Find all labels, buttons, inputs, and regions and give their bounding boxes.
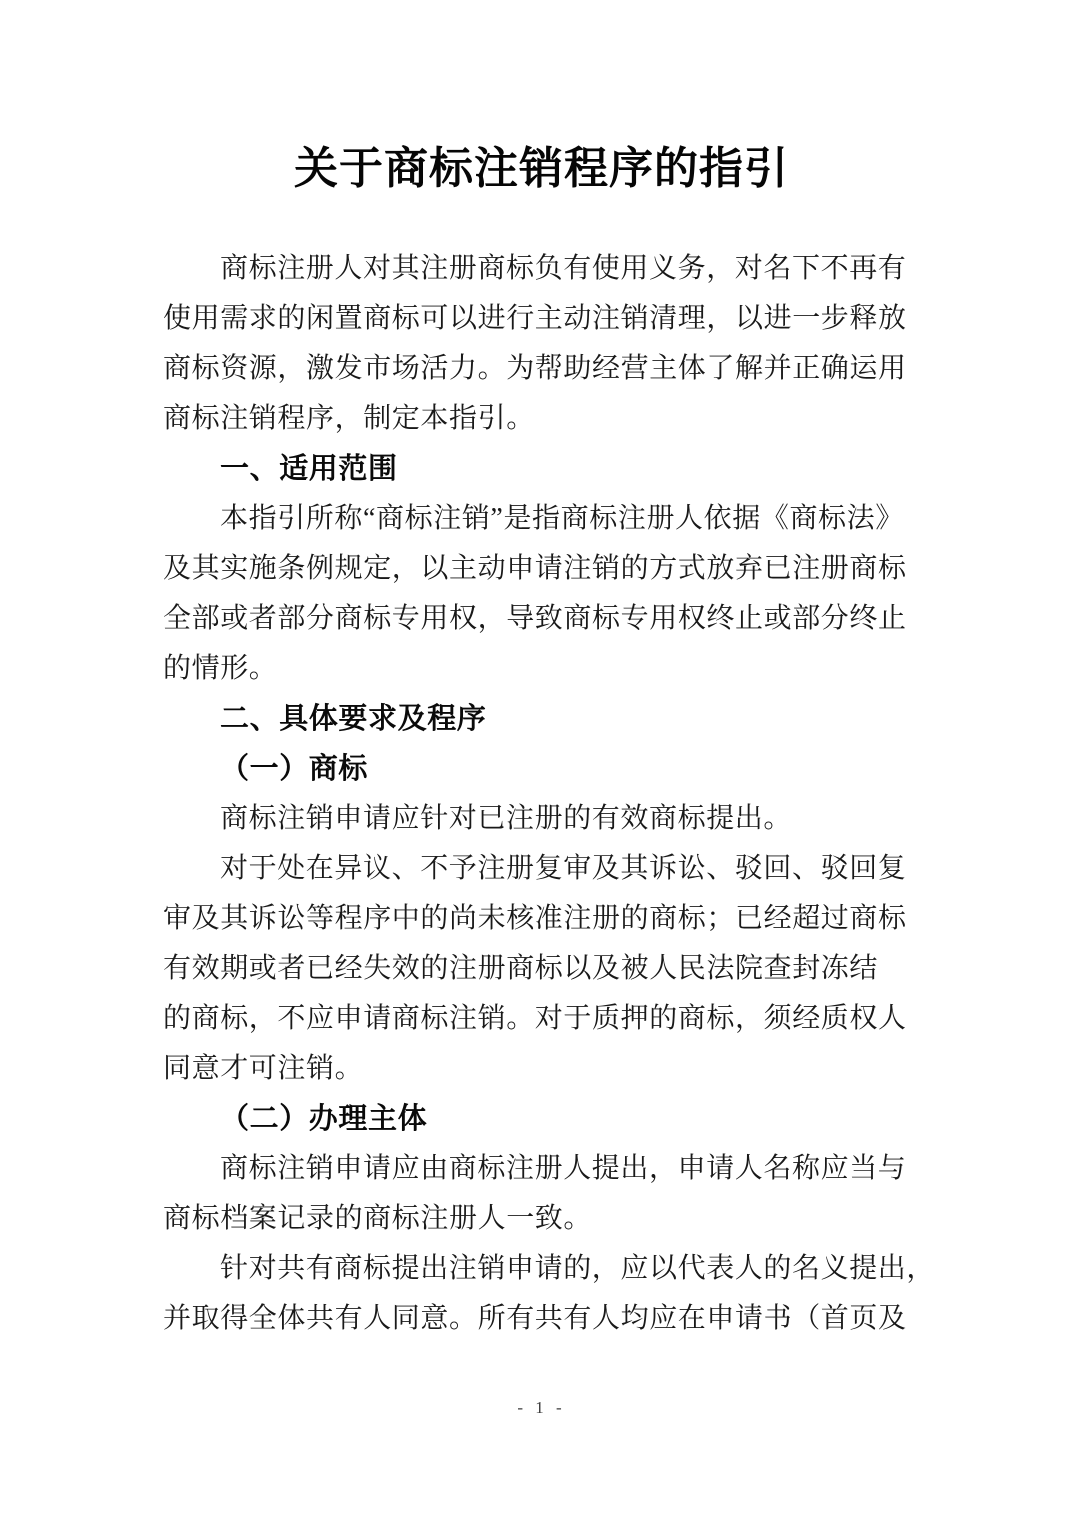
document-title: 关于商标注销程序的指引 <box>294 144 789 193</box>
paragraph-line: 及其实施条例规定，以主动申请注销的方式放弃已注册商标 <box>163 553 907 584</box>
paragraph-line: 的商标，不应申请商标注销。对于质押的商标，须经质权人 <box>163 1003 907 1034</box>
page-number: - 1 - <box>517 1398 566 1417</box>
sub-heading: （二）办理主体 <box>220 1103 428 1135</box>
paragraph-line: 并取得全体共有人同意。所有共有人均应在申请书（首页及 <box>163 1303 907 1334</box>
paragraph-line: 同意才可注销。 <box>163 1053 364 1084</box>
paragraph-line: 审及其诉讼等程序中的尚未核准注册的商标；已经超过商标 <box>163 903 907 934</box>
paragraph-line: 对于处在异议、不予注册复审及其诉讼、驳回、驳回复 <box>220 853 907 884</box>
paragraph-line: 的情形。 <box>163 653 278 684</box>
section-heading: 二、具体要求及程序 <box>220 703 487 735</box>
paragraph-line: 使用需求的闲置商标可以进行主动注销清理，以进一步释放 <box>163 303 907 334</box>
paragraph-line: 针对共有商标提出注销申请的，应以代表人的名义提出， <box>220 1253 936 1284</box>
paragraph-line: 商标资源，激发市场活力。为帮助经营主体了解并正确运用 <box>163 353 907 384</box>
paragraph-line: 有效期或者已经失效的注册商标以及被人民法院查封冻结 <box>163 953 879 984</box>
paragraph-line: 商标注销申请应针对已注册的有效商标提出。 <box>220 803 793 834</box>
paragraph-line: 全部或者部分商标专用权，导致商标专用权终止或部分终止 <box>163 603 907 634</box>
paragraph-line: 商标注销申请应由商标注册人提出，申请人名称应当与 <box>220 1153 907 1184</box>
document-body <box>163 244 953 1344</box>
paragraph-line: 商标档案记录的商标注册人一致。 <box>163 1203 593 1234</box>
sub-heading: （一）商标 <box>220 753 369 785</box>
section-heading: 一、适用范围 <box>220 453 398 485</box>
paragraph-line: 本指引所称“商标注销”是指商标注册人依据《商标法》 <box>220 503 904 534</box>
paragraph-line: 商标注册人对其注册商标负有使用义务，对名下不再有 <box>220 253 907 284</box>
paragraph-line: 商标注销程序，制定本指引。 <box>163 403 535 434</box>
